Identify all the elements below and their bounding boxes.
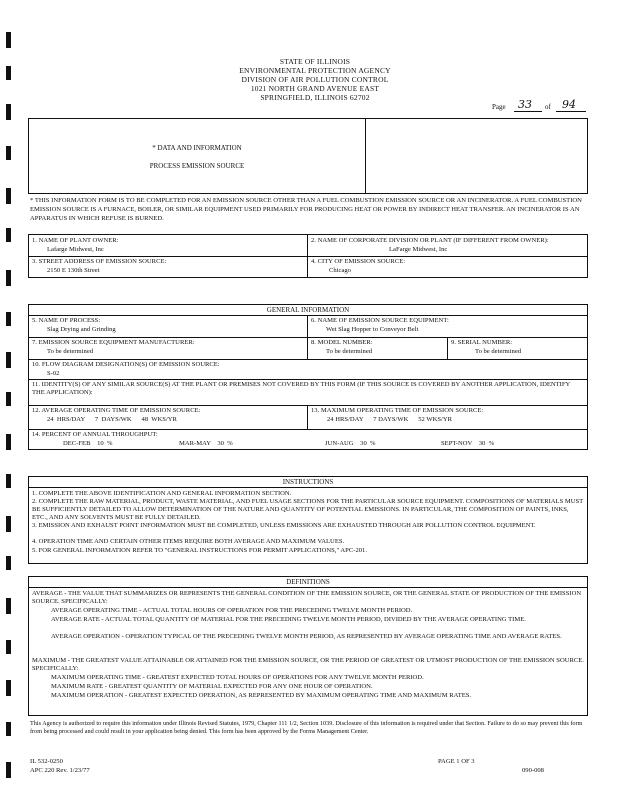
binding-mark: [6, 392, 11, 406]
intro-text: * THIS INFORMATION FORM IS TO BE COMPLETED FOR AN EMISSION SOURCE OTHER THAN A FUEL COMBUSTION EMISSION SOURCE OR AN INCINERATOR. A FUEL COMBUSTION EMISSION SOURCE IS A FURNACE, BOILER, OR SIMILAR EQUIPMENT USED PRIMARILY FOR PRODUCING HEAT OR POWER BY INDIRECT HEAT TRANSFER. AN INCINERATOR IS AN APPARATUS IN WHICH REFUSE IS BURNED.: [30, 197, 582, 222]
throughput-mar-may[interactable]: MAR-MAY 30 %: [179, 440, 233, 447]
instruction-item: 4. OPERATION TIME AND CERTAIN OTHER ITEMS REQUIRE BOTH AVERAGE AND MAXIMUM VALUES.: [32, 538, 345, 545]
max-time-value[interactable]: 24 HRS/DAY 7 DAYS/WK 52 WKS/YR: [327, 416, 452, 423]
binding-mark: [6, 762, 11, 778]
binding-mark: [6, 352, 11, 368]
avg-time-label: 12. AVERAGE OPERATING TIME OF EMISSION SOURCE:: [32, 407, 201, 414]
legal-notice: This Agency is authorized to require this information under Illinois Revised Statutes, 1979, Chapter 111 1/2, Section 1039. Disclosure of this information is required under that Section. Failure to do so may prevent this form from being processed and could result in your application being denied. This form has been approved by the Forms Management Center.: [30, 720, 583, 735]
average-operation: AVERAGE OPERATION - OPERATION TYPICAL OF THE PRECEDING TWELVE MONTH PERIOD, AS REPRESENTED BY AVERAGE OPERATING TIME AND AVERAGE RATES.: [51, 633, 562, 640]
binding-mark: [6, 598, 11, 614]
binding-mark: [6, 474, 11, 488]
definitions-title: DEFINITIONS: [286, 578, 330, 586]
manufacturer-value[interactable]: To be determined: [47, 348, 94, 355]
process-value[interactable]: Slag Drying and Grinding: [47, 326, 116, 333]
binding-mark: [6, 228, 11, 242]
general-information: [28, 304, 588, 450]
general-title: GENERAL INFORMATION: [266, 306, 350, 314]
model-value[interactable]: To be determined: [326, 348, 373, 355]
instructions-box: [28, 476, 588, 564]
binding-mark: [6, 66, 11, 80]
binding-mark: [6, 32, 11, 48]
form-title: * DATA AND INFORMATION: [152, 144, 242, 152]
maximum-operation: MAXIMUM OPERATION - GREATEST EXPECTED OPERATION, AS REPRESENTED BY MAXIMUM OPERATING TIME AND MAXIMUM RATES.: [51, 692, 472, 699]
title-box: [28, 118, 588, 194]
page-current: 33: [518, 98, 532, 111]
instruction-item: 3. EMISSION AND EXHAUST POINT INFORMATION MUST BE COMPLETED, UNLESS EMISSIONS ARE EXHAUSTED THROUGH AIR POLLUTION CONTROL EQUIPMENT.: [32, 522, 536, 529]
definitions-box: [28, 576, 588, 716]
throughput-jun-aug[interactable]: JUN-AUG 30 %: [325, 440, 376, 447]
average-rate: AVERAGE RATE - ACTUAL TOTAL QUANTITY OF MATERIAL FOR THE PRECEDING TWELVE MONTH PERIOD, DIVIDED BY THE AVERAGE OPERATING TIME.: [51, 616, 526, 623]
owner-value[interactable]: Lafarge Midwest, Inc: [47, 246, 104, 253]
form-number: IL 532-0250: [30, 758, 63, 765]
city-value[interactable]: Chicago: [329, 267, 351, 274]
apc-revision: APC 220 Rev. 1/23/77: [30, 767, 90, 774]
model-label: 8. MODEL NUMBER:: [311, 339, 373, 346]
maximum-definition: MAXIMUM - THE GREATEST VALUE ATTAINABLE OR ATTAINED FOR THE EMISSION SOURCE, OR THE PERIOD OF GREATEST OR UTMOST PRODUCTION OF THE EMISSION SOURCE. SPECIFICALLY:: [32, 657, 584, 672]
address-value[interactable]: 2150 E 130th Street: [47, 267, 100, 274]
equipment-label: 6. NAME OF EMISSION SOURCE EQUIPMENT:: [311, 317, 449, 324]
plant-identification: [28, 234, 588, 278]
maximum-operating-time: MAXIMUM OPERATING TIME - GREATEST EXPECTED TOTAL HOURS OF OPERATIONS FOR ANY TWELVE MONTH PERIOD.: [51, 674, 424, 681]
street-address: 1021 NORTH GRAND AVENUE EAST: [250, 84, 380, 93]
average-definition: AVERAGE - THE VALUE THAT SUMMARIZES OR REPRESENTS THE GENERAL CONDITION OF THE EMISSION SOURCE, OR THE GENERAL STATE OF PRODUCTION OF THE EMISSION SOURCE. SPECIFICALLY:: [32, 590, 582, 605]
page-of-label: of: [545, 103, 551, 111]
address-label: 3. STREET ADDRESS OF EMISSION SOURCE:: [32, 258, 167, 265]
binding-mark: [6, 312, 11, 326]
page-total: 94: [562, 98, 576, 111]
agency-name: ENVIRONMENTAL PROTECTION AGENCY: [239, 66, 391, 75]
binding-mark: [6, 104, 11, 120]
throughput-label: 14. PERCENT OF ANNUAL THROUGHPUT:: [32, 431, 158, 438]
manufacturer-label: 7. EMISSION SOURCE EQUIPMENT MANUFACTURER:: [32, 339, 195, 346]
city-label: 4. CITY OF EMISSION SOURCE:: [311, 258, 406, 265]
form-subtitle: PROCESS EMISSION SOURCE: [149, 162, 245, 170]
city-address: SPRINGFIELD, ILLINOIS 62702: [260, 93, 370, 102]
binding-mark: [6, 188, 11, 204]
avg-time-value[interactable]: 24 HRS/DAY 7 DAYS/WK 48 WKS/YR: [47, 416, 177, 423]
serial-value[interactable]: To be determined: [475, 348, 522, 355]
maximum-rate: MAXIMUM RATE - GREATEST QUANTITY OF MATERIAL EXPECTED FOR ANY ONE HOUR OF OPERATION.: [51, 683, 373, 690]
form-page-number: PAGE 1 OF 3: [438, 758, 475, 765]
binding-mark: [6, 146, 11, 160]
binding-mark: [6, 640, 11, 654]
flow-diagram-label: 10. FLOW DIAGRAM DESIGNATION(S) OF EMISSION SOURCE:: [32, 361, 220, 368]
binding-mark: [6, 722, 11, 736]
max-time-label: 13. MAXIMUM OPERATING TIME OF EMISSION SOURCE:: [311, 407, 484, 414]
equipment-value[interactable]: Wet Slag Hopper to Conveyor Belt: [326, 326, 419, 333]
binding-mark: [6, 434, 11, 450]
flow-diagram-value[interactable]: S-02: [47, 370, 60, 377]
form-code: 090-008: [522, 767, 544, 774]
owner-label: 1. NAME OF PLANT OWNER:: [32, 237, 119, 244]
instruction-item: 2. COMPLETE THE RAW MATERIAL, PRODUCT, WASTE MATERIAL, AND FUEL USAGE SECTIONS FOR THE PARTICULAR SOURCE EQUIPMENT. COMPOSITIONS OF MATERIALS MUST BE SUFFICIENTLY DETAILED TO ALLOW DETERMINATION OF THE NATURE AND QUANTITY OF POTENTIAL EMISSIONS. IN PARTICULAR, THE COMPOSITION OF PAINTS, INKS, ETC., AND ANY SOLVENTS MUST BE FULLY DETAILED.: [32, 498, 584, 521]
page-counter: [492, 100, 602, 114]
division-label: 2. NAME OF CORPORATE DIVISION OR PLANT (IF DIFFERENT FROM OWNER):: [311, 237, 549, 244]
division-name: DIVISION OF AIR POLLUTION CONTROL: [241, 75, 389, 84]
average-operating-time: AVERAGE OPERATING TIME - ACTUAL TOTAL HOURS OF OPERATION FOR THE PRECEDING TWELVE MONTH PERIOD.: [51, 607, 413, 614]
serial-label: 9. SERIAL NUMBER:: [451, 339, 513, 346]
similar-sources-label: 11. IDENTITY(S) OF ANY SIMILAR SOURCE(S) AT THE PLANT OR PREMISES NOT COVERED BY THIS FORM (IF THIS SOURCE IS COVERED BY ANOTHER APPLICATION, IDENTIFY THE APPLICATION):: [32, 381, 571, 396]
binding-mark: [6, 516, 11, 532]
instructions-title: INSTRUCTIONS: [282, 478, 334, 486]
throughput-dec-feb[interactable]: DEC-FEB 10 %: [63, 440, 113, 447]
division-value[interactable]: LaFarge Midwest, Inc: [389, 246, 448, 253]
page-label: Page: [492, 103, 506, 111]
process-label: 5. NAME OF PROCESS:: [32, 317, 101, 324]
instruction-item: 1. COMPLETE THE ABOVE IDENTIFICATION AND GENERAL INFORMATION SECTION.: [32, 490, 292, 497]
binding-mark: [6, 680, 11, 696]
throughput-sept-nov[interactable]: SEPT-NOV 30 %: [441, 440, 495, 447]
binding-mark: [6, 270, 11, 286]
instruction-item: 5. FOR GENERAL INFORMATION REFER TO "GENERAL INSTRUCTIONS FOR PERMIT APPLICATIONS," APC-201.: [32, 547, 367, 554]
state-name: STATE OF ILLINOIS: [279, 57, 351, 66]
binding-mark: [6, 556, 11, 570]
